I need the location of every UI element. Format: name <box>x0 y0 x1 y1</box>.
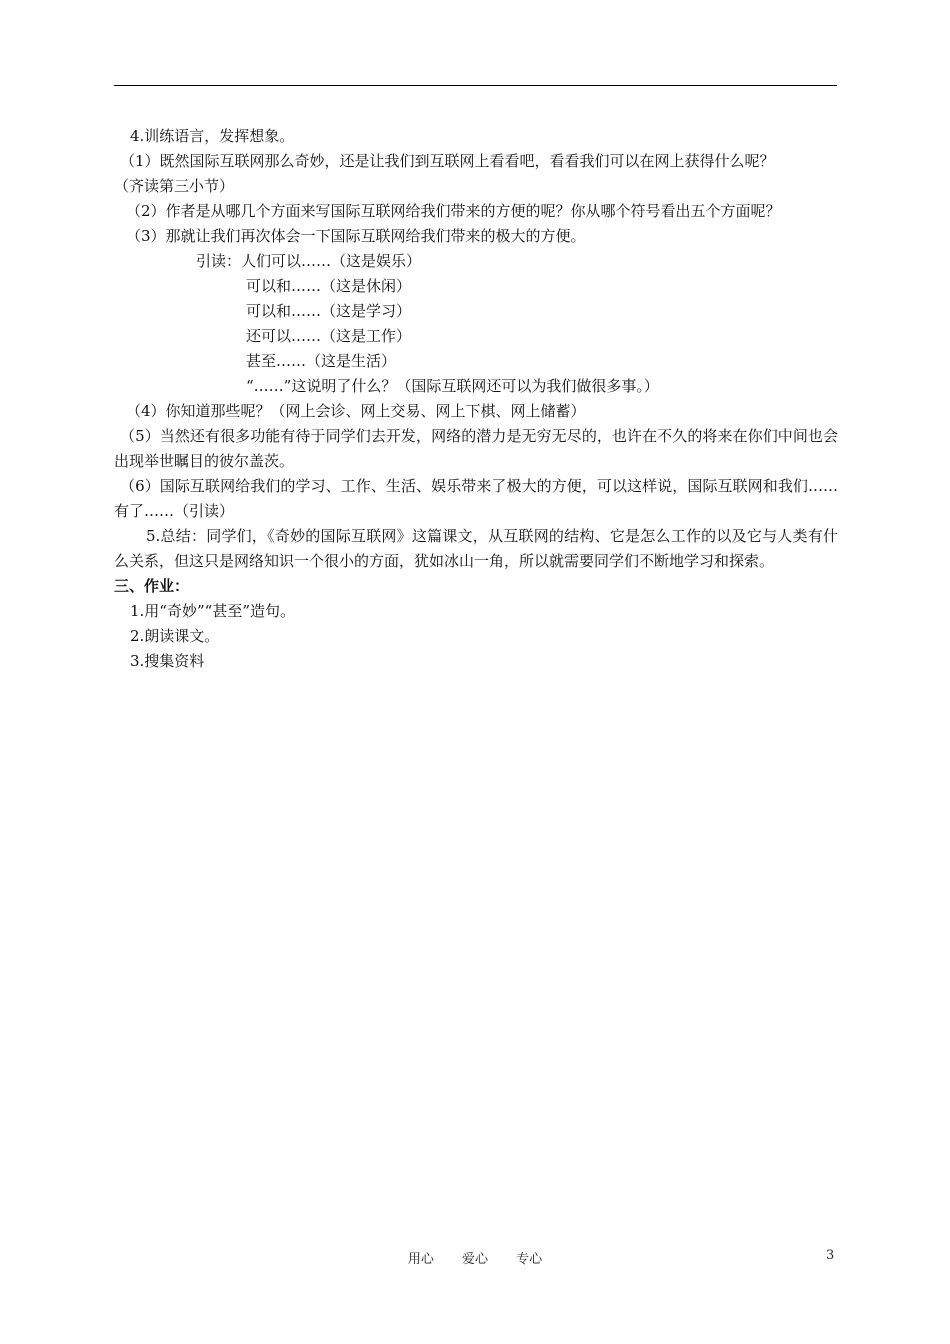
page-number: 3 <box>826 1248 835 1263</box>
question-4: （4）你知道那些呢？（网上会诊、网上交易、网上下棋、网上储蓄） <box>126 402 586 420</box>
document-body <box>114 124 838 674</box>
homework-item-1: 1.用“奇妙”“甚至”造句。 <box>130 602 295 620</box>
question-2: （2）作者是从哪几个方面来写国际互联网给我们带来的方便的呢？你从哪个符号看出五个方面呢？ <box>126 202 781 220</box>
guided-reading-2: 可以和……（这是休闲） <box>246 277 412 295</box>
guided-reading-5: 甚至……（这是生活） <box>246 352 397 370</box>
footer-word-2: 爱心 <box>461 1252 488 1267</box>
question-5: （5）当然还有很多功能有待于同学们去开发，网络的潜力是无穷无尽的，也许在不久的将来在你们中间也会出现举世瞩目的彼尔盖茨。 <box>114 427 838 470</box>
question-1: （1）既然国际互联网那么奇妙，还是让我们到互联网上看看吧，看看我们可以在网上获得什么呢？ <box>120 152 775 170</box>
footer-word-3: 专心 <box>516 1252 543 1267</box>
homework-heading: 三、作业： <box>114 577 190 595</box>
footer-word-1: 用心 <box>407 1252 434 1267</box>
question-3: （3）那就让我们再次体会一下国际互联网给我们带来的极大的方便。 <box>126 227 586 245</box>
page-footer <box>0 1248 950 1267</box>
question-6: （6）国际互联网给我们的学习、工作、生活、娱乐带来了极大的方便，可以这样说，国际互联网和我们……有了……（引读） <box>114 477 838 520</box>
step-4-heading: 4.训练语言，发挥想象。 <box>130 127 295 145</box>
guided-reading-4: 还可以……（这是工作） <box>246 327 412 345</box>
header-rule <box>114 85 837 86</box>
guided-reading-1: 引读：人们可以……（这是娱乐） <box>196 252 422 270</box>
homework-item-3: 3.搜集资料 <box>130 652 205 670</box>
step-5-summary: 5.总结：同学们，《奇妙的国际互联网》这篇课文，从互联网的结构、它是怎么工作的以及它与人类有什么关系，但这只是网络知识一个很小的方面，犹如冰山一角，所以就需要同学们不断地学习和探索。 <box>114 527 838 570</box>
guided-reading-3: 可以和……（这是学习） <box>246 302 412 320</box>
guided-reading-question: “……”这说明了什么？（国际互联网还可以为我们做很多事。） <box>246 377 659 395</box>
question-1-note: （齐读第三小节） <box>114 177 235 195</box>
homework-item-2: 2.朗读课文。 <box>130 627 220 645</box>
